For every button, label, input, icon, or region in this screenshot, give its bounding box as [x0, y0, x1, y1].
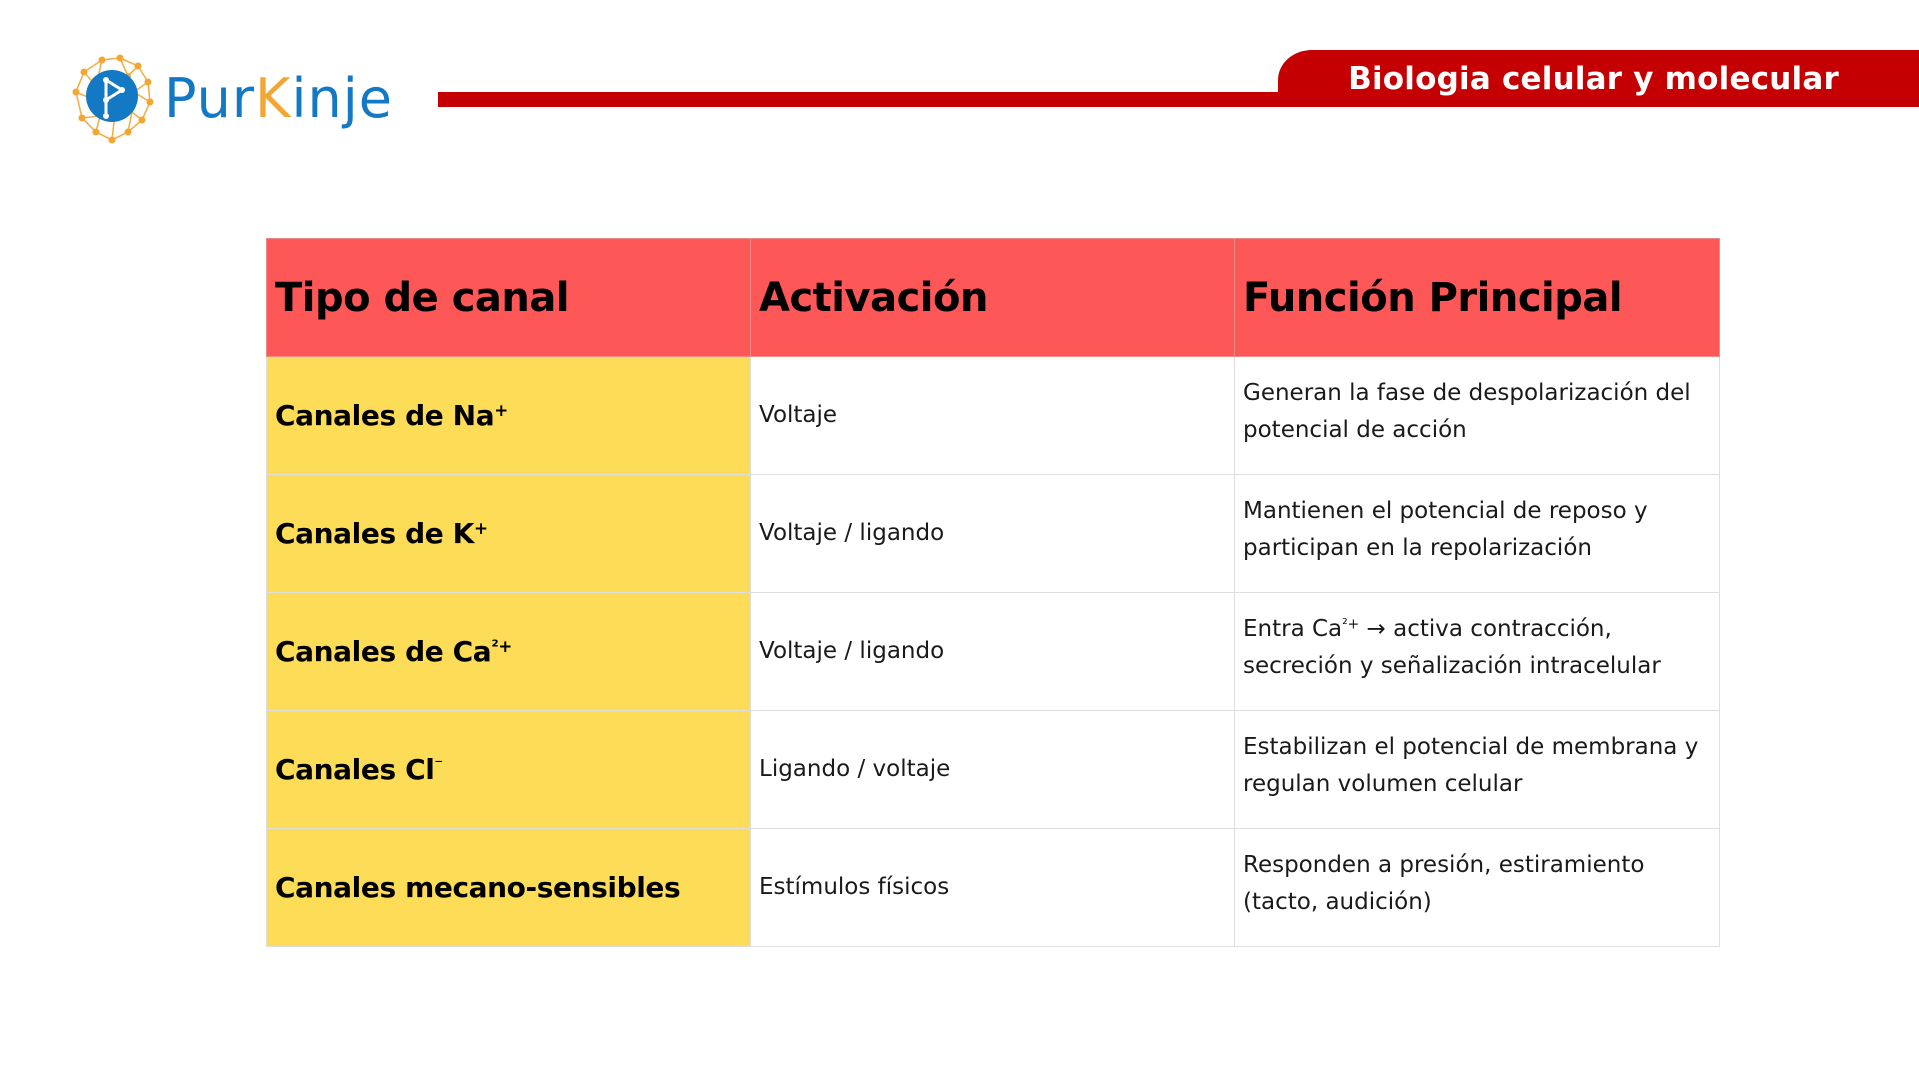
activation-cell: Voltaje / ligando [751, 475, 1235, 593]
channel-type-cell: Canales de Na+ [267, 357, 751, 475]
course-title: Biologia celular y molecular [1348, 60, 1839, 97]
course-banner [1278, 50, 1919, 107]
table-header-row [267, 239, 1720, 357]
function-cell: Mantienen el potencial de reposo y participan en la repolarización [1235, 475, 1720, 593]
channel-type-cell: Canales de K+ [267, 475, 751, 593]
column-header-activation: Activación [751, 239, 1235, 357]
activation-cell: Voltaje [751, 357, 1235, 475]
column-header-function: Función Principal [1235, 239, 1720, 357]
activation-cell: Voltaje / ligando [751, 593, 1235, 711]
brain-network-icon [62, 52, 158, 144]
header-divider-line [438, 92, 1338, 107]
function-cell: Entra $Ca^{^2+}$ → activa contracción, secreción y señalización intracelular [1235, 593, 1720, 711]
table-row [267, 357, 1720, 475]
channel-type-cell: Canales Cl⁻ [267, 711, 751, 829]
table-row [267, 593, 1720, 711]
activation-cell: Estímulos físicos [751, 829, 1235, 947]
function-cell: Estabilizan el potencial de membrana y regulan volumen celular [1235, 711, 1720, 829]
channel-type-cell: Canales de $Ca^{^2+}$ [267, 593, 751, 711]
ion-channels-table [266, 238, 1720, 947]
activation-cell: Ligando / voltaje [751, 711, 1235, 829]
function-cell: Generan la fase de despolarización del potencial de acción [1235, 357, 1720, 475]
table-row [267, 829, 1720, 947]
brand-name: PurKinje [164, 66, 393, 130]
table-row [267, 711, 1720, 829]
channel-type-cell: Canales mecano-sensibles [267, 829, 751, 947]
column-header-type: Tipo de canal [267, 239, 751, 357]
table-row [267, 475, 1720, 593]
purkinje-logo [62, 52, 412, 144]
function-cell: Responden a presión, estiramiento (tacto, audición) [1235, 829, 1720, 947]
